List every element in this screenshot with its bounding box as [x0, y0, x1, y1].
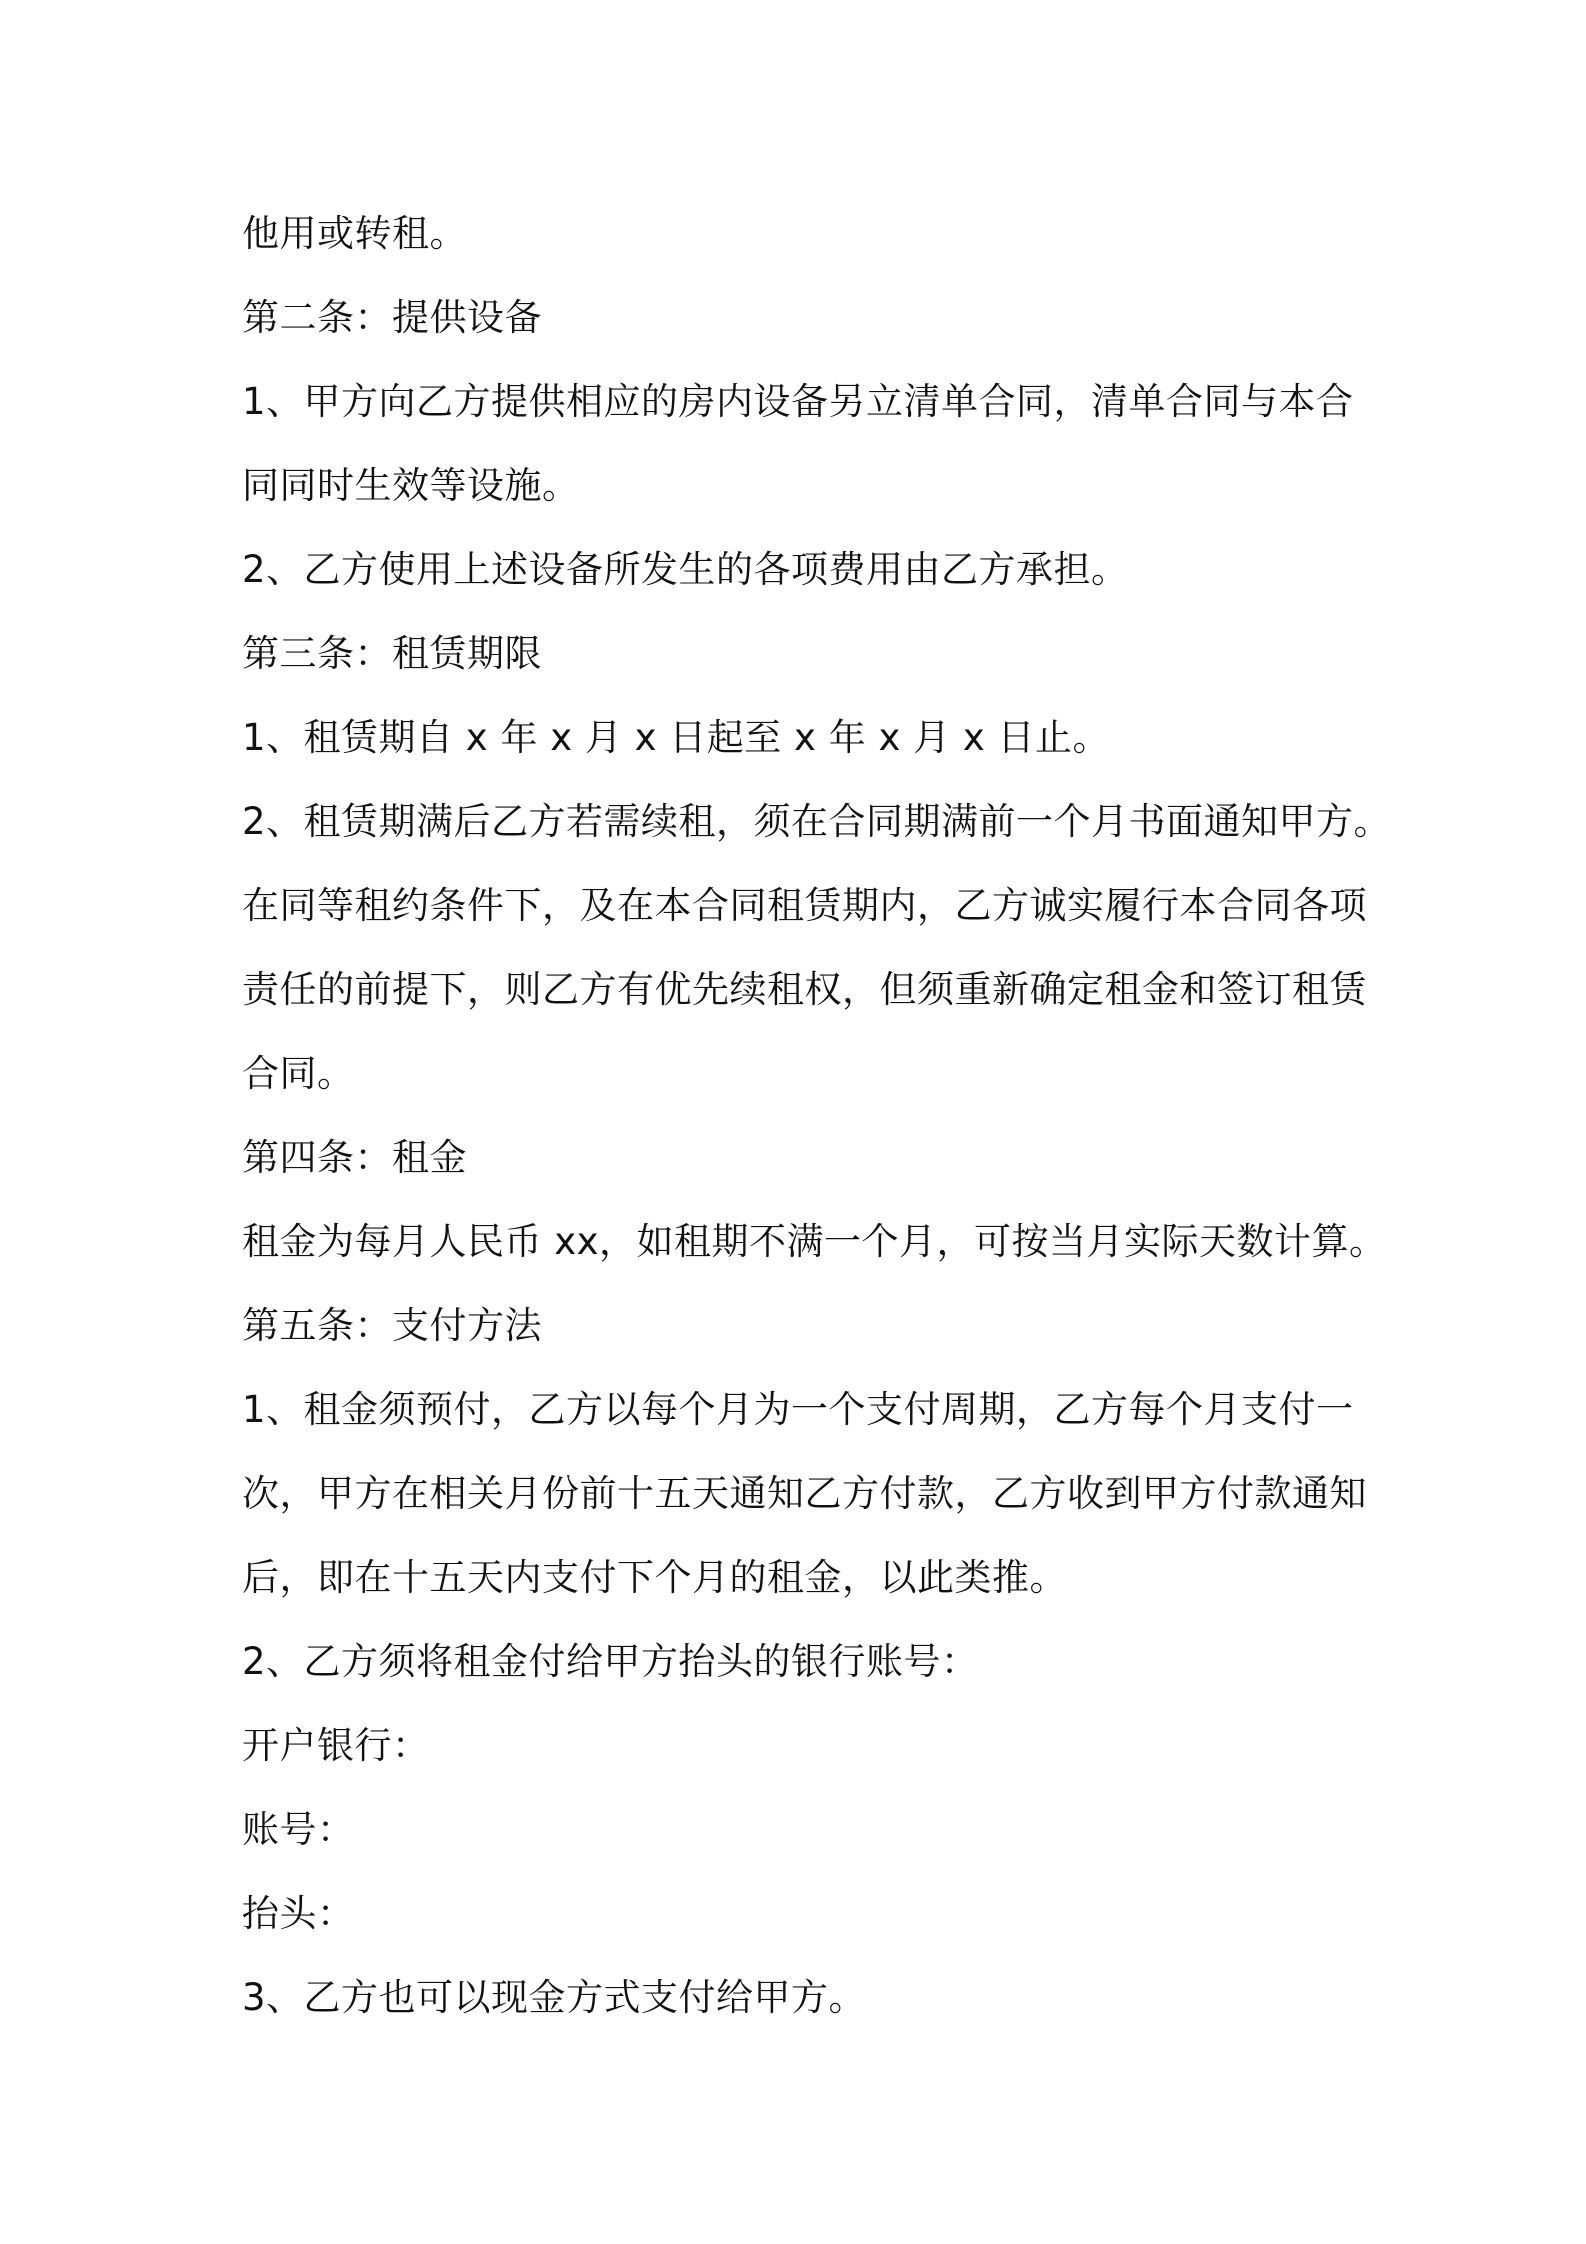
- text-line: 2、乙方使用上述设备所发生的各项费用由乙方承担。: [242, 548, 1129, 591]
- text-line: 租金为每月人民币 xx，如租期不满一个月，可按当月实际天数计算。: [242, 1220, 1387, 1263]
- text-line: 他用或转租。: [242, 212, 467, 255]
- document-body: [242, 192, 1392, 2040]
- text-line: 合同。: [242, 1052, 355, 1095]
- text-line: 同同时生效等设施。: [242, 464, 580, 507]
- text-line: 1、租金须预付，乙方以每个月为一个支付周期，乙方每个月支付一: [242, 1388, 1354, 1431]
- text-line: 次，甲方在相关月份前十五天通知乙方付款，乙方收到甲方付款通知: [242, 1472, 1367, 1515]
- article-heading: 第五条：支付方法: [242, 1304, 542, 1347]
- text-line: 在同等租约条件下，及在本合同租赁期内，乙方诚实履行本合同各项: [242, 884, 1367, 927]
- text-line: 后，即在十五天内支付下个月的租金，以此类推。: [242, 1556, 1067, 1599]
- text-line: 责任的前提下，则乙方有优先续租权，但须重新确定租金和签订租赁: [242, 968, 1367, 1011]
- text-line: 2、乙方须将租金付给甲方抬头的银行账号：: [242, 1640, 979, 1683]
- bank-name-label: 开户银行：: [242, 1724, 430, 1767]
- text-line: 3、乙方也可以现金方式支付给甲方。: [242, 1976, 867, 2019]
- article-heading: 第四条：租金: [242, 1136, 467, 1179]
- account-number-label: 账号：: [242, 1808, 355, 1851]
- account-holder-label: 抬头：: [242, 1892, 355, 1935]
- text-line: 1、租赁期自 x 年 x 月 x 日起至 x 年 x 月 x 日止。: [242, 716, 1111, 759]
- article-heading: 第三条：租赁期限: [242, 632, 542, 675]
- text-line: 2、租赁期满后乙方若需续租，须在合同期满前一个月书面通知甲方。: [242, 800, 1392, 843]
- article-heading: 第二条：提供设备: [242, 296, 542, 339]
- text-line: 1、甲方向乙方提供相应的房内设备另立清单合同，清单合同与本合: [242, 380, 1354, 423]
